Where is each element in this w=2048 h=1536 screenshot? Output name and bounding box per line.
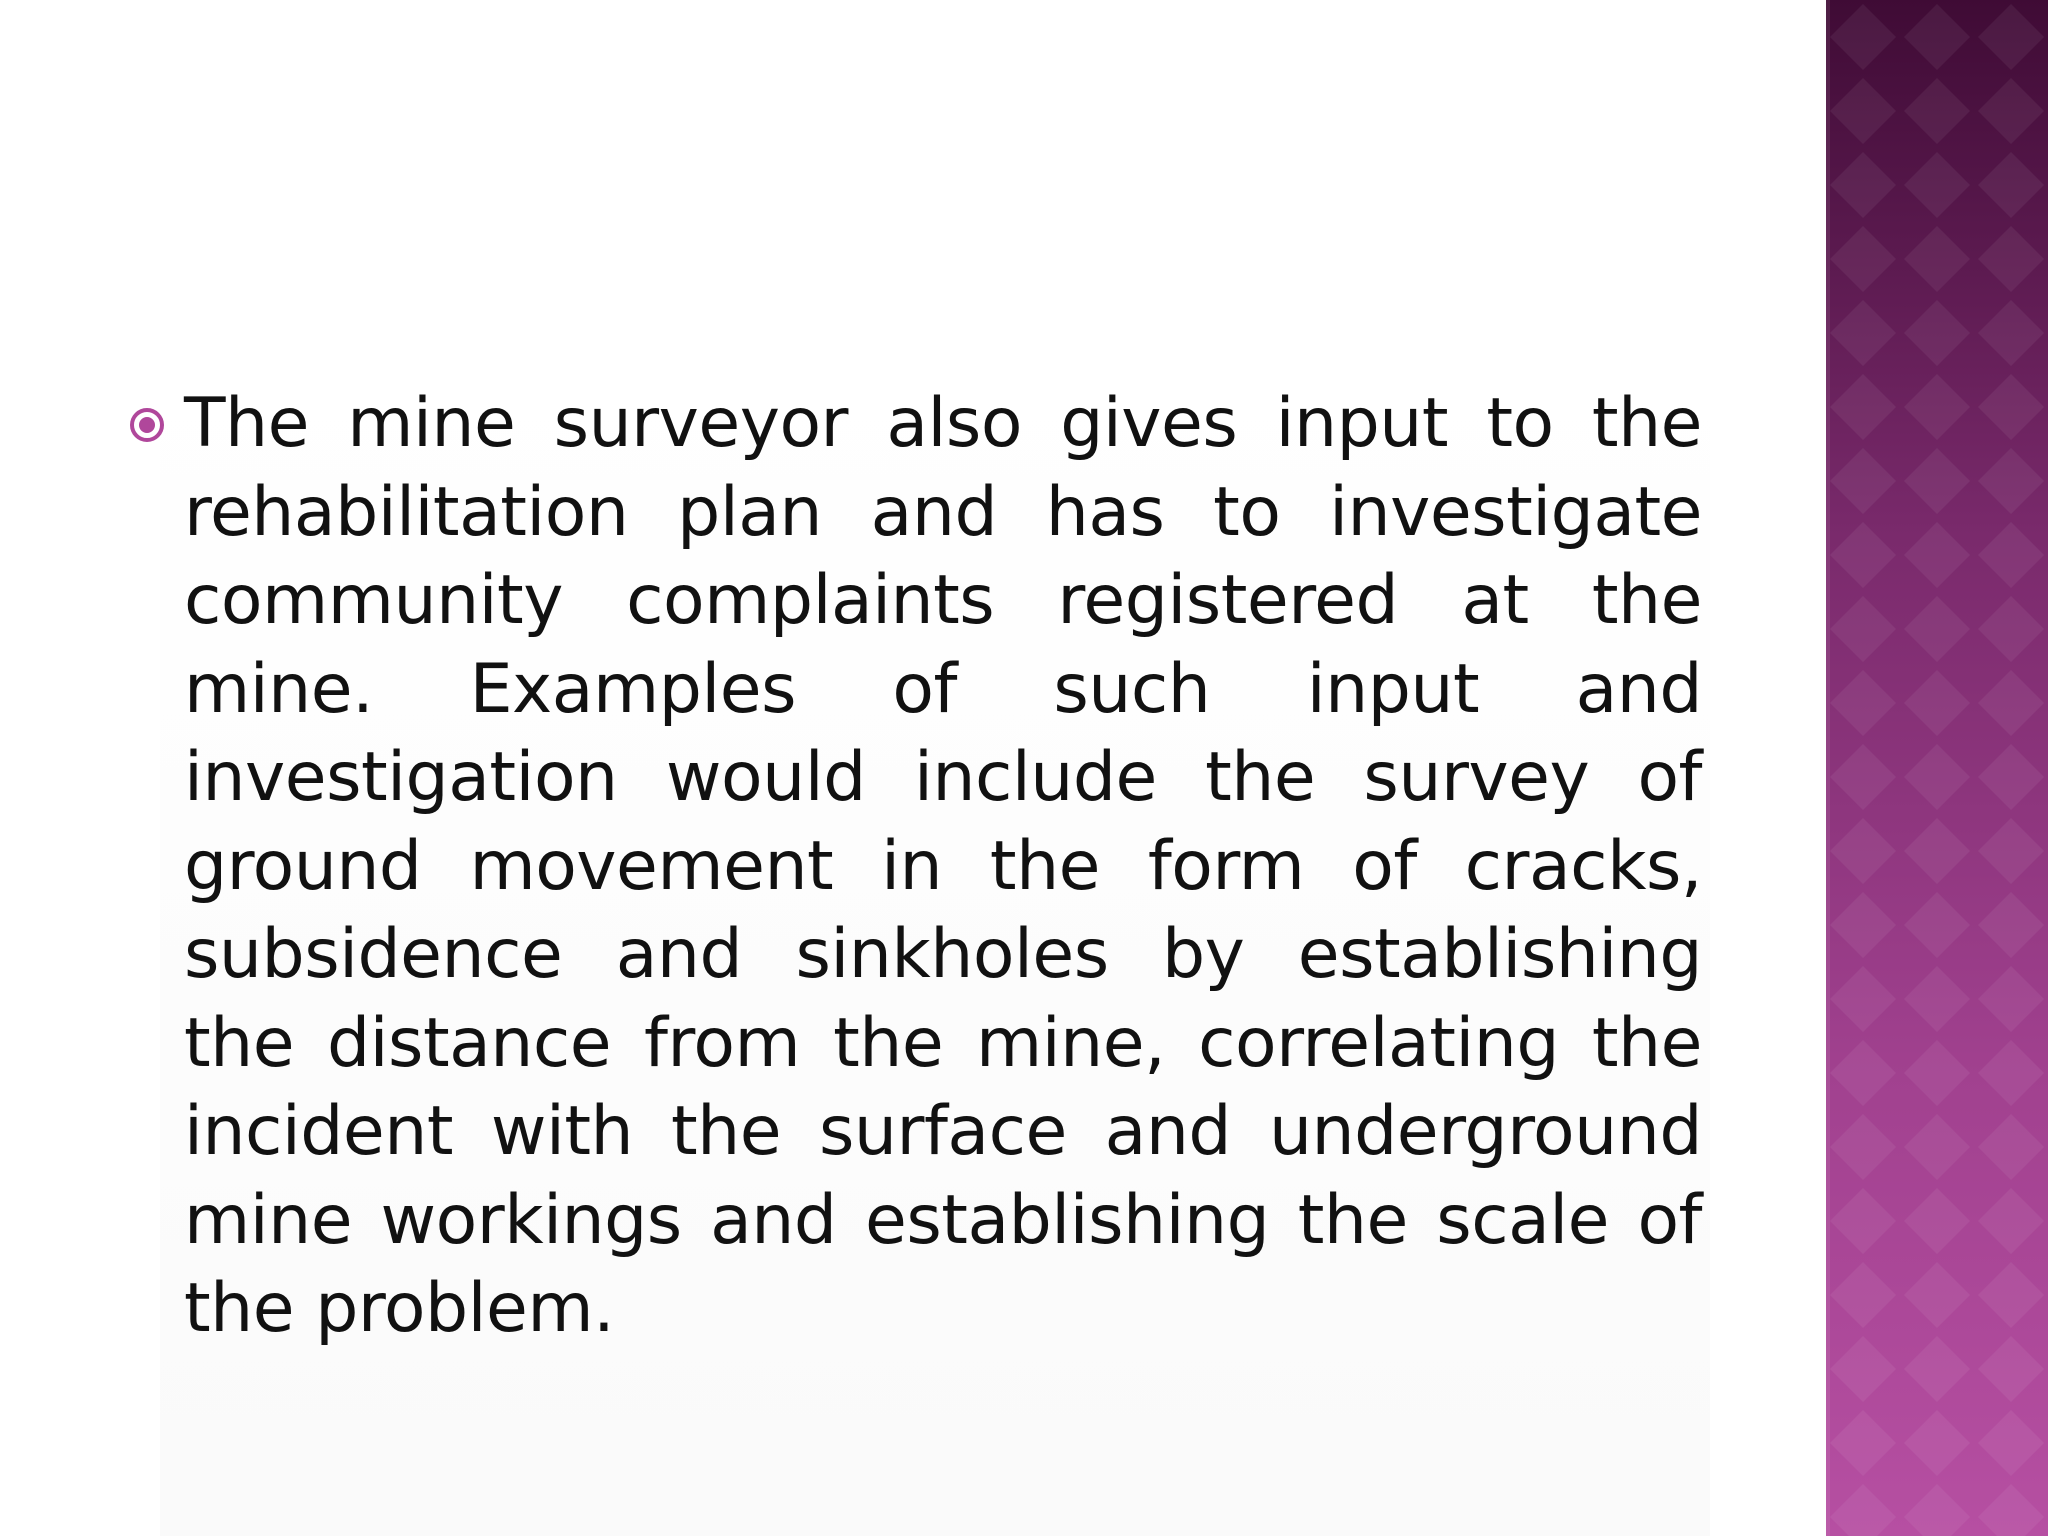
side-band-edge	[1826, 0, 1830, 1536]
diamond-pattern	[1826, 0, 2048, 1536]
radio-bullet-icon	[128, 406, 166, 444]
bullet-text: The mine surveyor also gives input to the rehabilitation plan and has to investigate community complaints registered at the mine. Examples of such input and investigation would include the survey of ground movement in the form of cracks, subsidence and sinkholes by establishing the distance from the mine, correlating the incident with the surface and underground mine workings and establishing the scale of the problem.	[184, 384, 1702, 1348]
decorative-side-band	[1826, 0, 2048, 1536]
